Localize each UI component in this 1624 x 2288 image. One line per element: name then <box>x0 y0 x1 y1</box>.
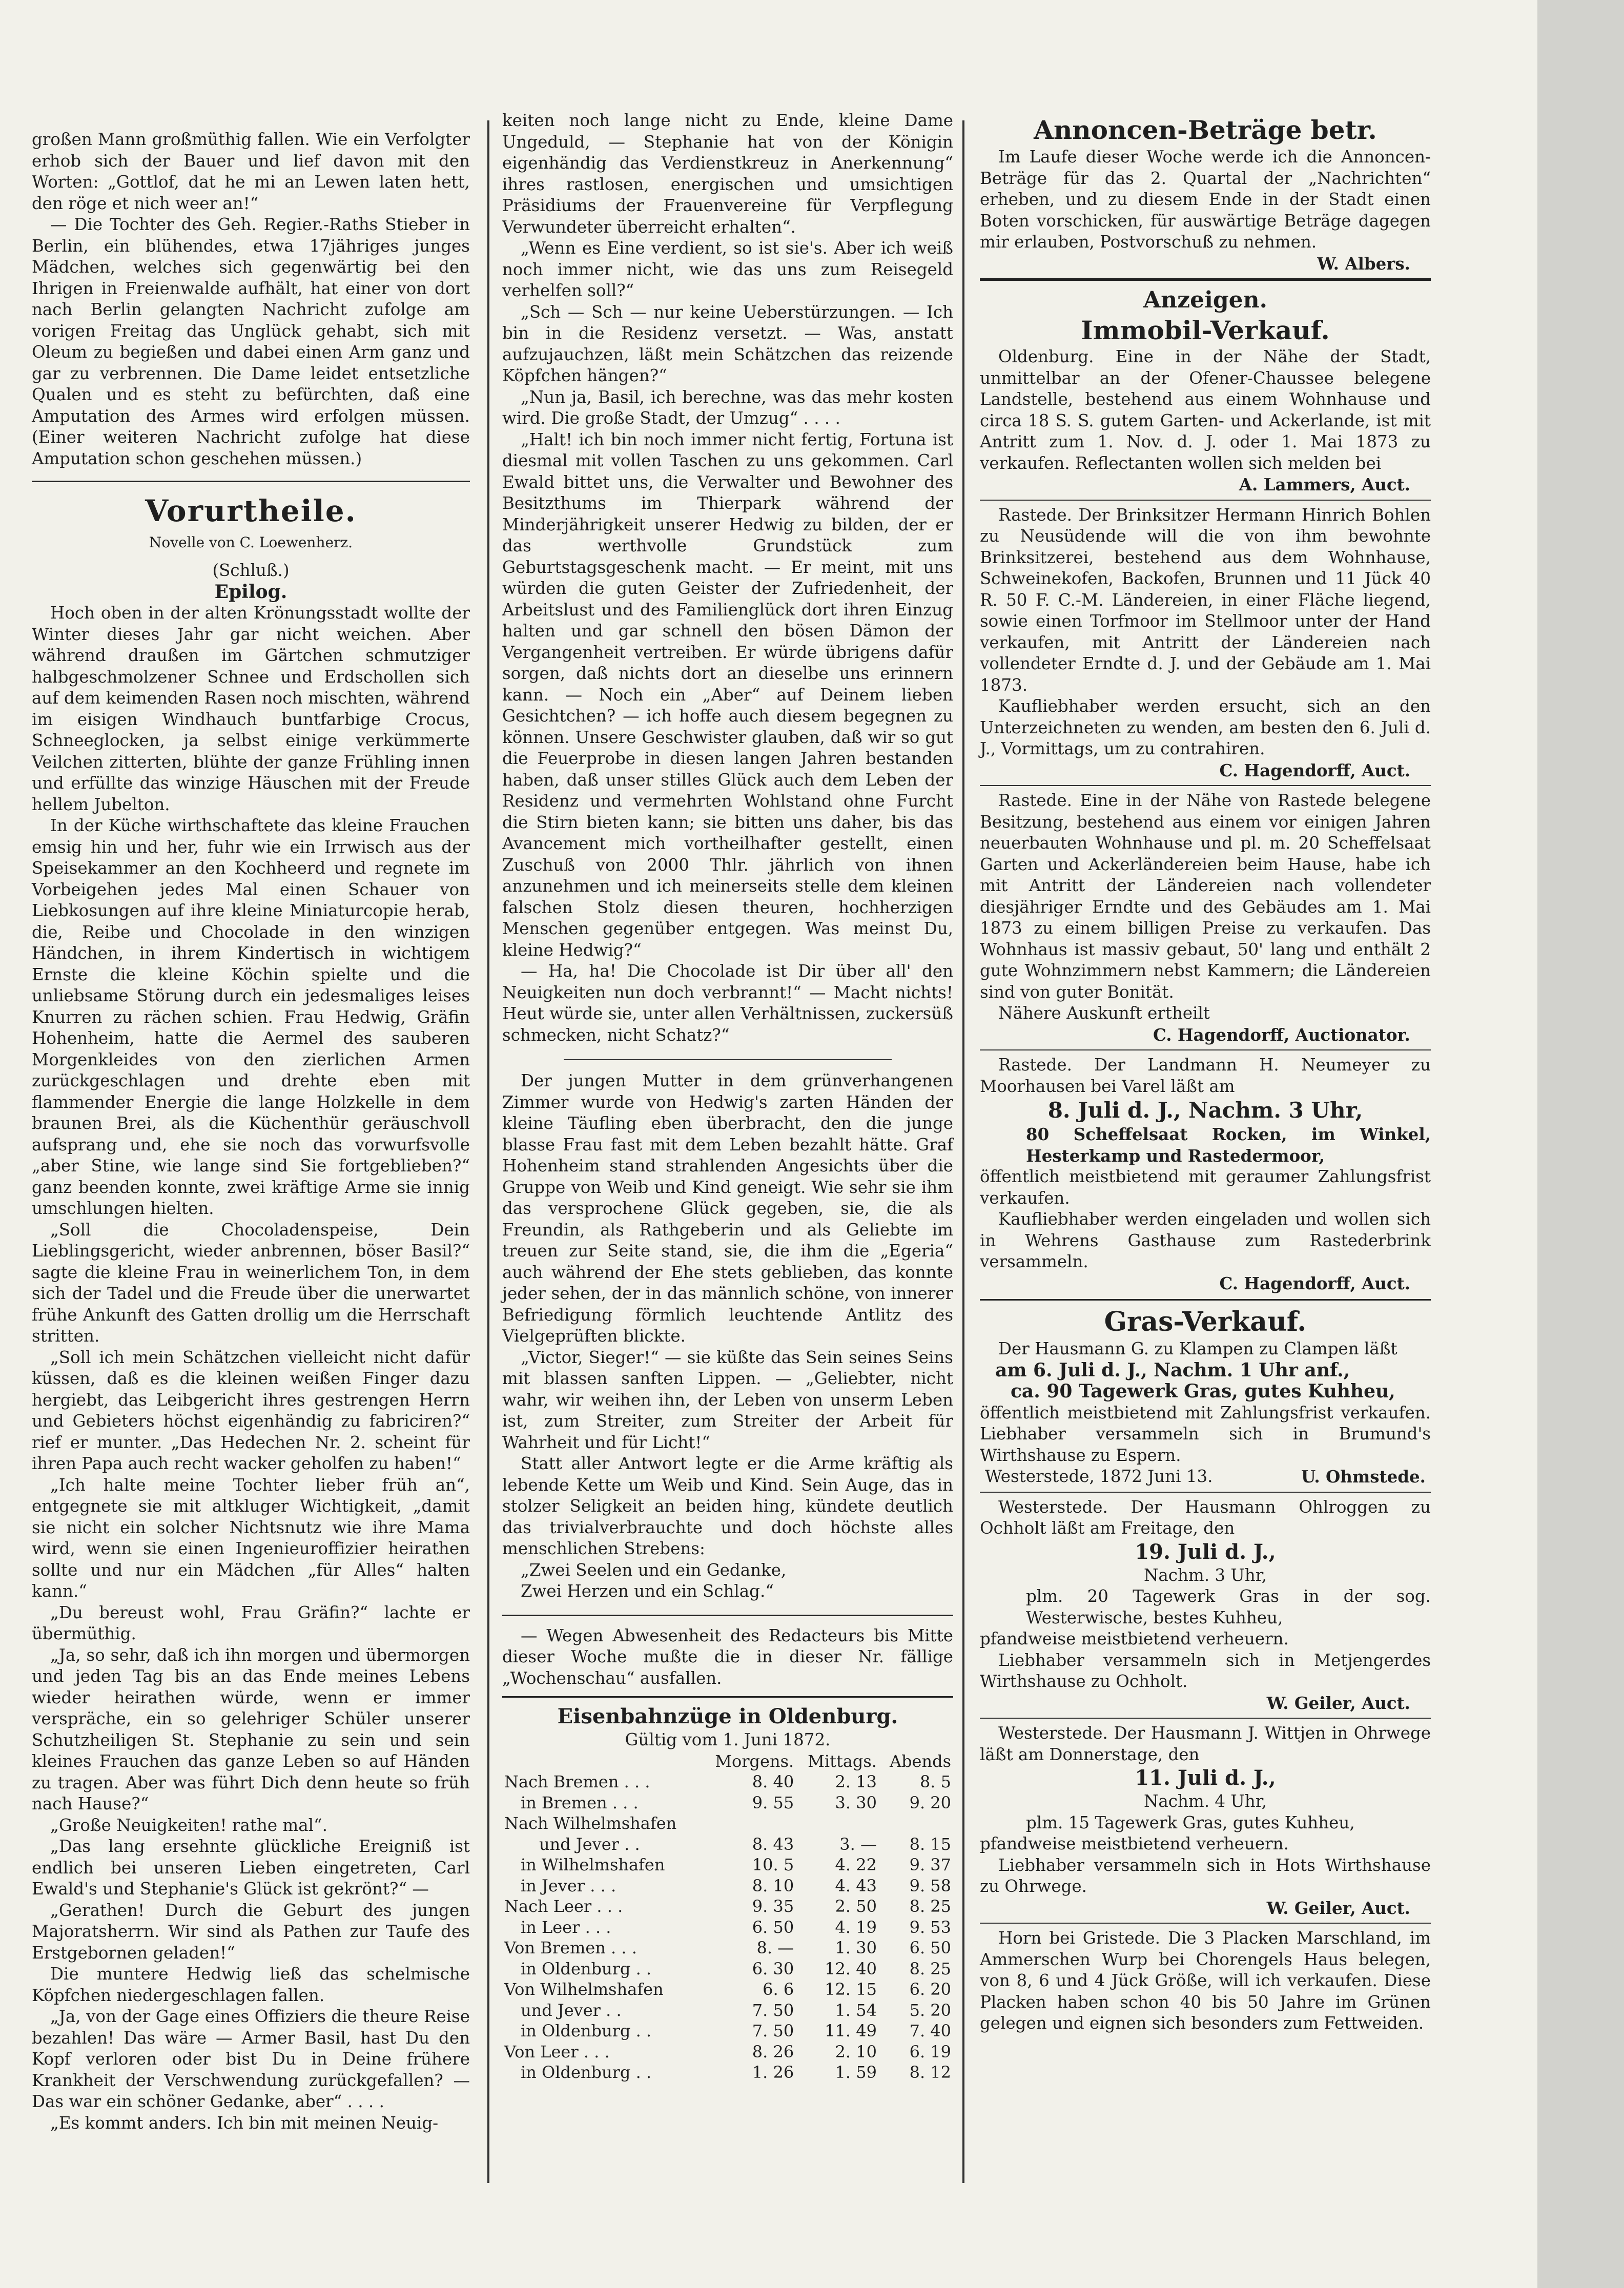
timetable-cell: 11. 49 <box>825 2021 877 2040</box>
timetable-cell: 6. 50 <box>752 1917 794 1937</box>
timetable-cell: 12. 40 <box>825 1959 877 1978</box>
ad-signature: C. Hagendorff, Auctionator. <box>1153 1024 1410 1045</box>
timetable-row <box>502 1792 953 1813</box>
ad-signature: U. Ohmstede. <box>1301 1467 1426 1487</box>
timetable-cell: 7. 50 <box>752 2000 794 2020</box>
timetable-cell: Nach Leer . . . <box>504 1897 623 1916</box>
timetable-header: Morgens. <box>715 1751 794 1771</box>
timetable-cell: in Oldenburg . . <box>521 1959 652 1978</box>
timetable-cell: 8. 5 <box>919 1772 951 1791</box>
timetable-header-row <box>502 1751 953 1772</box>
column-2 <box>502 110 953 2083</box>
story-paragraph: — Ha, ha! Die Chocolade ist Dir über all' den Neuigkeiten nun doch verbrannt!“ — Macht nichts! Heut würde sie, unter allen Verhältnissen, zuckersüß schmecken, nicht Schatz?“ <box>502 961 953 1045</box>
story-paragraph: Die muntere Hedwig ließ das schelmische Köpfchen niedergeschlagen fallen. <box>32 1964 470 2005</box>
timetable-cell: 6. 19 <box>909 2042 951 2062</box>
timetable-cell: 8. 15 <box>909 1834 951 1854</box>
column-rule <box>487 120 489 2183</box>
story-paragraph: „Nun ja, Basil, ich berechne, was das mehr kosten wird. Die große Stadt, der Umzug“ . . . . <box>502 387 953 428</box>
timetable-cell: 8. 25 <box>909 1897 951 1916</box>
column-1 <box>32 129 470 2134</box>
column-rule <box>962 120 964 2183</box>
story-paragraph: „Sch — Sch — nur keine Ueberstürzungen. — Ich bin in die Residenz versetzt. — Was, anstatt aufzujauchzen, läßt mein Schätzchen das reizende Köpfchen hängen?“ <box>502 302 953 385</box>
ad-divider <box>980 1718 1431 1719</box>
timetable-row <box>502 1854 953 1875</box>
ad-text: Oldenburg. Eine in der Nähe der Stadt, unmittelbar an der Ofener-Chaussee belegene Landstelle, bestehend aus einem Wohnhause und circa 18 S. S. gutem Garten- und Ackerlande, ist mit Antritt zum 1. Nov. d. J. oder 1. Mai 1873 zu verkaufen. Reflectanten wollen sich melden bei <box>980 347 1431 473</box>
ad-text: pfandweise meistbietend verheuern. <box>980 1834 1289 1853</box>
timetable-cell: 9. 20 <box>909 1792 951 1812</box>
timetable-cell <box>796 1813 879 1834</box>
timetable-cell: Nach Bremen . . . <box>504 1772 650 1791</box>
ad-time: Nachm. 4 Uhr, <box>1143 1791 1267 1811</box>
ad-text: Rastede. Der Landmann H. Neumeyer zu Moorhausen bei Varel läßt am <box>980 1055 1431 1096</box>
timetable-cell: in Oldenburg . . <box>521 2021 652 2040</box>
timetable-cell: 1. 30 <box>835 1938 877 1957</box>
timetable-cell: in Bremen . . . <box>521 1792 639 1812</box>
timetable-cell: 2. 13 <box>835 1772 877 1791</box>
timetable-cell: 9. 35 <box>752 1897 794 1916</box>
editorial-notice: — Wegen Abwesenheit des Redacteurs bis Mitte dieser Woche mußte die in dieser Nr. fällige „Wochenschau“ ausfallen. <box>502 1625 953 1688</box>
story-paragraph: Hoch oben in der alten Krönungsstadt wollte der Winter dieses Jahr gar nicht weichen. Aber während draußen im Gärtchen schmutziger halbgeschmolzener Schnee und Erdschollen sich auf dem keimenden Rasen noch mischten, während im eisigen Windhauch buntfarbige Crocus, Schneeglocken, ja selbst einige verkümmerte Veilchen zitterten, blühte der ganze Frühling innen und erfüllte das winzige Häuschen mit der Freude hellem Jubelton. <box>32 603 470 814</box>
timetable-cell: 8. 43 <box>752 1834 794 1854</box>
story-paragraph: „Ja, von der Gage eines Offiziers die theure Reise bezahlen! Das wäre — Armer Basil, hast Du den Kopf verloren oder bist Du in Deine frühere Krankheit der Verschwendung zurückgefallen? — Das war ein schöner Gedanke, aber“ . . . . <box>32 2007 470 2111</box>
timetable-cell: 2. 10 <box>835 2042 877 2062</box>
annonce-text: Im Laufe dieser Woche werde ich die Annoncen-Beträge für das 2. Quartal der „Nachrichten“ erheben, und zu diesem Ende in der Stadt einen Boten vorschicken, für auswärtige Beträge dagegen mir erlauben, Postvorschuß zu nehmen. <box>980 147 1431 252</box>
ad-date: 11. Juli d. J., <box>1135 1766 1276 1790</box>
timetable-cell: 3. — <box>839 1834 877 1854</box>
ad-text: Horn bei Gristede. Die 3 Placken Marschland, im Ammerschen Wurp bei Chorengels Haus belegen, von 8, 6 und 4 Jück Größe, will ich verkaufen. Diese Placken haben schon 40 bis 50 Jahre im Grünen gelegen und eignen sich besonders zum Fettweiden. <box>980 1928 1431 2033</box>
ad-divider <box>980 1492 1431 1493</box>
ad-text: pfandweise meistbietend verheuern. <box>980 1629 1289 1648</box>
ad-divider <box>980 1923 1431 1924</box>
ad-text: Rastede. Der Brinksitzer Hermann Hinrich Bohlen zu Neusüdende will die von ihm bewohnte Brinksitzerei, bestehend aus dem Wohnhause, Schweinekofen, Backofen, Brunnen und 11 Jück 40 R. 50 F. C.-M. Ländereien, in einer Fläche liegend, sowie einen Torfmoor im Stellmoor unter der Hand verkaufen, mit Antritt der Ländereien nach vollendeter Erndte d. J. und der Gebäude am 1. Mai 1873. <box>980 505 1431 695</box>
timetable-row <box>502 1875 953 1897</box>
timetable-cell: und Jever . . <box>521 2000 622 2020</box>
story-paragraph: Statt aller Antwort legte er die Arme kräftig als lebende Kette um Weib und Kind. Sein Auge, das in stolzer Seligkeit an beiden hing, kündete deutlich das trivialverbrauchte und doch höchste alles menschlichen Strebens: <box>502 1454 953 1558</box>
novel-title: Vorurtheile. <box>145 493 357 528</box>
timetable-header <box>502 1751 702 1772</box>
novel-author: Novelle von C. Loewenherz. <box>149 534 353 551</box>
column-divider <box>32 481 470 482</box>
column-divider <box>502 1696 953 1698</box>
timetable-row <box>502 2042 953 2063</box>
section-divider <box>980 278 1431 281</box>
ad-text: Rastede. Eine in der Nähe von Rastede belegene Besitzung, bestehend aus einem vor einigen Jahren neuerbauten Wohnhause und pl. m. 20 Scheffelsaat Garten und Ackerländereien beim Hause, habe ich mit Antritt der Ländereien nach vollendeter diesjähriger Erndte und des Gebäudes am 1. Mai 1873 zu einem billigen Preise zu verkaufen. Das Wohnhaus ist massiv gebaut, 50' lang und enthält 2 gute Wohnzimmern nebst Kammern; die Ländereien sind von guter Bonität. <box>980 791 1431 1002</box>
railway-valid-date: Gültig vom 1. Juni 1872. <box>625 1730 831 1749</box>
timetable-cell: in Oldenburg . . <box>521 2063 652 2082</box>
story-paragraph: „Halt! ich bin noch immer nicht fertig, Fortuna ist diesmal mit vollen Taschen zu uns gekommen. Carl Ewald bittet uns, die Verwalter und Bewohner des Besitzthums im Thierpark während der Minderjährigkeit unserer Hedwig zu bilden, der er das werthvolle Grundstück zum Geburtstagsgeschenk macht. — Er meint, mit uns würden die guten Geister der Zufriedenheit, der Arbeitslust und des Familienglück dort ihren Einzug halten und gar schnell den bösen Dämon der Vergangenheit vertreiben. Er würde übrigens dafür sorgen, daß nichts dort an dieselbe uns erinnern kann. — Noch ein „Aber“ auf Deinem lieben Gesichtchen? — ich hoffe auch diesem begegnen zu können. Unsere Geschwister glauben, daß wir so gut die Feuerprobe in diesen langen Jahren bestanden haben, daß unser stilles Glück auch dem Leben der Residenz und vermehrten Wohlstand ohne Furcht die Stirn bieten kann; sie bitten uns daher, bis das Avancement mich vortheilhafter gestellt, einen Zuschuß von 2000 Thlr. jährlich von ihnen anzunehmen und ich meinerseits stelle dem kleinen falschen Stolz diesen theuren, hochherzigen Menschen gegenüber entgegen. Was meinst Du, kleine Hedwig?“ <box>502 429 953 960</box>
timetable-cell: 9. 58 <box>909 1875 951 1895</box>
timetable-cell: 9. 37 <box>909 1855 951 1874</box>
story-paragraph: In der Küche wirthschaftete das kleine Frauchen emsig hin und her, fuhr wie ein Irrwisch aus der Speisekammer an den Kochheerd und regnete im Vorbeigehen jedes Mal einen Schauer von Liebkosungen auf ihre kleine Miniaturcopie herab, die, Reibe und Chocolade in den winzigen Händchen, in ihrem Kindertisch in wichtigem Ernste die kleine Köchin spielte und die unliebsame Störung durch ein jedesmaliges leises Knurren zu rächen schien. Frau Hedwig, Gräfin Hohenheim, hatte die Aermel des sauberen Morgenkleides von den zierlichen Armen zurückgeschlagen und drehte eben mit flammender Energie die lange Holzkelle in dem braunen Brei, als die Küchenthür geräuschvoll aufsprang und, ehe sie noch das vorwurfsvolle „aber Stine, wie lange sind Sie fortgeblieben?“ ganz beenden konnte, zwei kräftige Arme sie innig umschlungen hielten. <box>32 816 470 1218</box>
timetable-cell: 7. 50 <box>752 2021 794 2040</box>
ad-item: plm. 20 Tagewerk Gras in der sog. Westerwische, bestes Kuhheu, <box>1026 1586 1431 1627</box>
timetable-cell: Nach Wilhelmshafen <box>504 1813 677 1833</box>
ad-item: 80 Scheffelsaat Rocken, im Winkel, Hesterkamp und Rastedermoor, <box>1026 1124 1431 1166</box>
timetable-cell: Von Wilhelmshafen <box>504 1980 664 1999</box>
annonce-signature: W. Albers. <box>1317 253 1410 274</box>
story-paragraph: „Victor, Sieger!“ — sie küßte das Sein seines Seins mit blassen sanften Lippen. — „Geliebter, nicht wahr, wir weihen ihn, der Leben von unserm Leben ist, zum Streiter, zum Streiter der Arbeit für Wahrheit und für Licht!“ <box>502 1347 953 1452</box>
timetable-cell: 2. 50 <box>835 1897 877 1916</box>
timetable-row <box>502 1917 953 1938</box>
article-paragraph: — Die Tochter des Geh. Regier.-Raths Stieber in Berlin, ein blühendes, etwa 17jähriges junges Mädchen, welches sich gegenwärtig bei den Ihrigen in Freienwalde aufhält, hat einer von dort nach Berlin gelangten Nachricht zufolge am vorigen Freitag das Unglück gehabt, sich mit Oleum zu begießen und dabei einen Arm ganz und gar zu verbrennen. Die Dame leidet entsetzliche Qualen und es steht zu befürchten, daß eine Amputation des Armes wird erfolgen müssen. (Einer weiteren Nachricht zufolge hat diese Amputation schon geschehen müssen.) <box>32 215 470 468</box>
column-3 <box>980 114 1431 2034</box>
verse-line: „Zwei Seelen und ein Gedanke, <box>521 1560 787 1580</box>
ad-text: Westerstede. Der Hausmann J. Wittjen in Ohrwege läßt am Donnerstage, den <box>980 1723 1431 1764</box>
annonce-title: Annoncen-Beträge betr. <box>1034 115 1377 145</box>
timetable-cell <box>702 1813 796 1834</box>
timetable-cell: 8. 12 <box>909 2063 951 2082</box>
timetable-cell: 4. 22 <box>835 1855 877 1874</box>
ad-date: am 6. Juli d. J., Nachm. 1 Uhr anf., <box>995 1359 1350 1381</box>
timetable-cell: 1. 54 <box>835 2000 877 2020</box>
epilog-heading: Epilog. <box>214 581 287 603</box>
timetable-cell: 10. 5 <box>752 1855 794 1874</box>
timetable-cell: 5. 20 <box>909 2000 951 2020</box>
timetable-row <box>502 1959 953 1980</box>
railway-timetable <box>502 1751 953 2083</box>
timetable-cell: 7. 40 <box>909 2021 951 2040</box>
timetable-row <box>502 1979 953 2000</box>
timetable-cell: 4. 19 <box>835 1917 877 1937</box>
timetable-cell: 3. 30 <box>835 1792 877 1812</box>
timetable-row <box>502 2062 953 2083</box>
ad-text: Kaufliebhaber werden ersucht, sich an den Unterzeichneten zu wenden, am besten den 6. Juli d. J., Vormittags, um zu contrahiren. <box>980 696 1431 758</box>
timetable-row <box>502 1834 953 1855</box>
ad-item: plm. 15 Tagewerk Gras, gutes Kuhheu, <box>1026 1812 1355 1832</box>
gras-title: Gras-Verkauf. <box>1104 1306 1307 1337</box>
ad-divider <box>980 785 1431 786</box>
story-paragraph: keiten noch lange nicht zu Ende, kleine Dame Ungeduld, — Stephanie hat von der Königin eigenhändig das Verdienstkreuz in Anerkennung“ ihres rastlosen, energischen und umsichtigen Präsidiums der Frauenvereine für Verpflegung Verwundeter überreicht erhalten“. <box>502 111 953 237</box>
timetable-cell: 6. 30 <box>752 1959 794 1978</box>
column-divider <box>502 1615 953 1616</box>
timetable-cell: Von Leer . . . <box>504 2042 610 2062</box>
ad-place-date: Westerstede, 1872 Juni 13. <box>985 1467 1213 1486</box>
timetable-cell: 8. 10 <box>752 1875 794 1895</box>
timetable-row <box>502 1896 953 1917</box>
ad-date: 8. Juli d. J., Nachm. 3 Uhr, <box>1047 1098 1363 1123</box>
story-paragraph: „Gerathen! Durch die Geburt des jungen Majoratsherrn. Wir sind als Pathen zur Taufe des Erstgebornen geladen!“ <box>32 1900 470 1963</box>
section-divider <box>564 1059 892 1060</box>
ad-time: Nachm. 3 Uhr, <box>1143 1565 1267 1585</box>
ad-text: Der Hausmann G. zu Klampen zu Clampen läßt <box>998 1339 1397 1358</box>
timetable-cell: 4. 43 <box>835 1875 877 1895</box>
timetable-cell: 8. — <box>756 1938 794 1957</box>
story-paragraph: „Soll ich mein Schätzchen vielleicht nicht dafür küssen, daß es die kleinen weißen Finger dazu hergiebt, das Leibgericht ihres gestrengen Herrn und Gebieters höchst eigenhändig zu fabriciren?“ rief er munter. „Das Hedechen Nr. 2. scheint für ihren Papa auch recht wacker geholfen zu haben!“ <box>32 1347 470 1473</box>
anzeigen-title: Anzeigen. <box>1143 287 1267 313</box>
ad-signature: W. Geiler, Auct. <box>1266 1898 1410 1918</box>
story-paragraph: „Es kommt anders. Ich bin mit meinen Neuig- <box>50 2113 439 2133</box>
timetable-cell: 8. 26 <box>752 2042 794 2062</box>
timetable-cell: 8. 40 <box>752 1772 794 1791</box>
timetable-row <box>502 1937 953 1959</box>
ad-text: Nähere Auskunft ertheilt <box>998 1003 1210 1023</box>
story-paragraph: Der jungen Mutter in dem grünverhangenen Zimmer wurde von Hedwig's zarten Händen der kleine Täufling eben überbracht, den die junge blasse Frau fast mit dem Leben bezahlt hätte. Graf Hohenheim stand strahlenden Angesichts über die Gruppe von Weib und Kind geneigt. Wie sehr sie ihm das versprochene Glück gegeben, sie, die als Freundin, als Rathgeberin und als Geliebte im treuen zur Seite stand, sie, die ihm die „Egeria“ auch während der Ehe stets geblieben, das konnte jeder sehen, der in das männlich schöne, von innerer Befriedigung förmlich leuchtende Antlitz des Vielgeprüften blickte. <box>502 1071 953 1346</box>
ad-text: Liebhaber versammeln sich in Hots Wirthshause zu Ohrwege. <box>980 1855 1431 1896</box>
ad-date: 19. Juli d. J., <box>1135 1539 1276 1564</box>
ad-signature: W. Geiler, Auct. <box>1266 1693 1410 1713</box>
story-paragraph: „Du bereust wohl, Frau Gräfin?“ lachte er übermüthig. <box>32 1602 470 1643</box>
timetable-cell: in Jever . . . <box>521 1875 616 1895</box>
timetable-cell: 6. 20 <box>909 1980 951 1999</box>
story-paragraph: „Große Neuigkeiten! rathe mal“. <box>50 1815 327 1835</box>
timetable-cell <box>879 1813 953 1834</box>
timetable-row <box>502 2021 953 2042</box>
timetable-cell: 12. 15 <box>825 1980 877 1999</box>
novel-conclusion: (Schluß.) <box>212 561 290 580</box>
timetable-row <box>502 2000 953 2021</box>
ad-footer <box>980 1466 1431 1488</box>
timetable-cell: Von Bremen . . . <box>504 1938 637 1957</box>
timetable-cell: 8. 25 <box>909 1959 951 1978</box>
article-paragraph: großen Mann großmüthig fallen. Wie ein Verfolgter erhob sich der Bauer und lief davon mit den Worten: „Gottlof, dat he mi an Lewen laten hett, den röge et nich weer an!“ <box>32 130 470 213</box>
timetable-header: Mittags. <box>808 1751 877 1771</box>
ad-text: Liebhaber versammeln sich in Metjengerdes Wirthshause zu Ochholt. <box>980 1650 1431 1691</box>
ad-text: öffentlich meistbietend mit geraumer Zahlungsfrist verkaufen. <box>980 1167 1431 1208</box>
story-paragraph: „Das lang ersehnte glückliche Ereigniß ist endlich bei unseren Lieben eingetreten, Carl Ewald's und Stephanie's Glück ist gekrönt?“ — <box>32 1837 470 1899</box>
ad-text: Kaufliebhaber werden eingeladen und wollen sich in Wehrens Gasthause zum Rastederbrink versammeln. <box>980 1209 1431 1271</box>
ad-text: Westerstede. Der Hausmann Ohlroggen zu Ochholt läßt am Freitage, den <box>980 1497 1431 1538</box>
timetable-cell: 9. 55 <box>752 1792 794 1812</box>
ad-item: ca. 90 Tagewerk Gras, gutes Kuhheu, <box>1011 1380 1395 1402</box>
ad-divider <box>980 1299 1431 1301</box>
ad-divider <box>980 1049 1431 1050</box>
timetable-cell: 9. 53 <box>909 1917 951 1937</box>
ad-text: öffentlich meistbietend mit Zahlungsfrist verkaufen. Liebhaber versammeln sich in Brumund's Wirthshause zu Espern. <box>980 1403 1431 1465</box>
story-paragraph: „Ja, so sehr, daß ich ihn morgen und übermorgen und jeden Tag bis an das Ende meines Lebens wieder heirathen würde, wenn er immer verspräche, ein so gelehriger Schüler unserer Schutzheiligen St. Stephanie zu sein und sein kleines Frauchen das ganze Leben so auf Händen zu tragen. Aber was führt Dich denn heute so früh nach Hause?“ <box>32 1645 470 1813</box>
story-paragraph: „Soll die Chocoladenspeise, Dein Lieblingsgericht, wieder anbrennen, böser Basil?“ sagte die kleine Frau in weinerlichem Ton, in dem sich der Tadel und die Freude über die unerwartet frühe Ankunft des Gatten drollig um die Herrschaft stritten. <box>32 1220 470 1346</box>
immobil-title: Immobil-Verkauf. <box>1081 315 1330 345</box>
timetable-cell: 1. 26 <box>752 2063 794 2082</box>
timetable-cell: 6. 6 <box>763 1980 794 1999</box>
timetable-cell: 6. 50 <box>909 1938 951 1957</box>
ad-signature: C. Hagendorff, Auct. <box>1219 760 1410 780</box>
timetable-cell: 1. 59 <box>835 2063 877 2082</box>
verse-line: Zwei Herzen und ein Schlag.“ <box>521 1581 774 1601</box>
timetable-cell: und Jever . . <box>539 1834 640 1854</box>
railway-title: Eisenbahnzüge in Oldenburg. <box>557 1704 898 1728</box>
timetable-row <box>502 1813 953 1834</box>
timetable-cell: in Wilhelmshafen <box>521 1855 665 1874</box>
timetable-header: Abends <box>889 1751 951 1771</box>
timetable-row <box>502 1771 953 1792</box>
timetable-cell: in Leer . . . <box>521 1917 611 1937</box>
ad-divider <box>980 500 1431 501</box>
page-edge-shadow <box>1537 0 1624 2288</box>
ad-signature: C. Hagendorff, Auct. <box>1219 1273 1410 1293</box>
story-paragraph: „Ich halte meine Tochter lieber früh an“, entgegnete sie mit altkluger Wichtigkeit, „damit sie nicht ein solcher Nichtsnutz wie ihre Mama wird, wenn sie einen Ingenieuroffizier heirathen sollte und nur ein Mädchen „für Alles“ halten kann.“ <box>32 1475 470 1601</box>
ad-signature: A. Lammers, Auct. <box>1239 475 1410 494</box>
story-paragraph: „Wenn es Eine verdient, so ist sie's. Aber ich weiß noch immer nicht, wie das uns zum Reisegeld verhelfen soll?“ <box>502 238 953 300</box>
